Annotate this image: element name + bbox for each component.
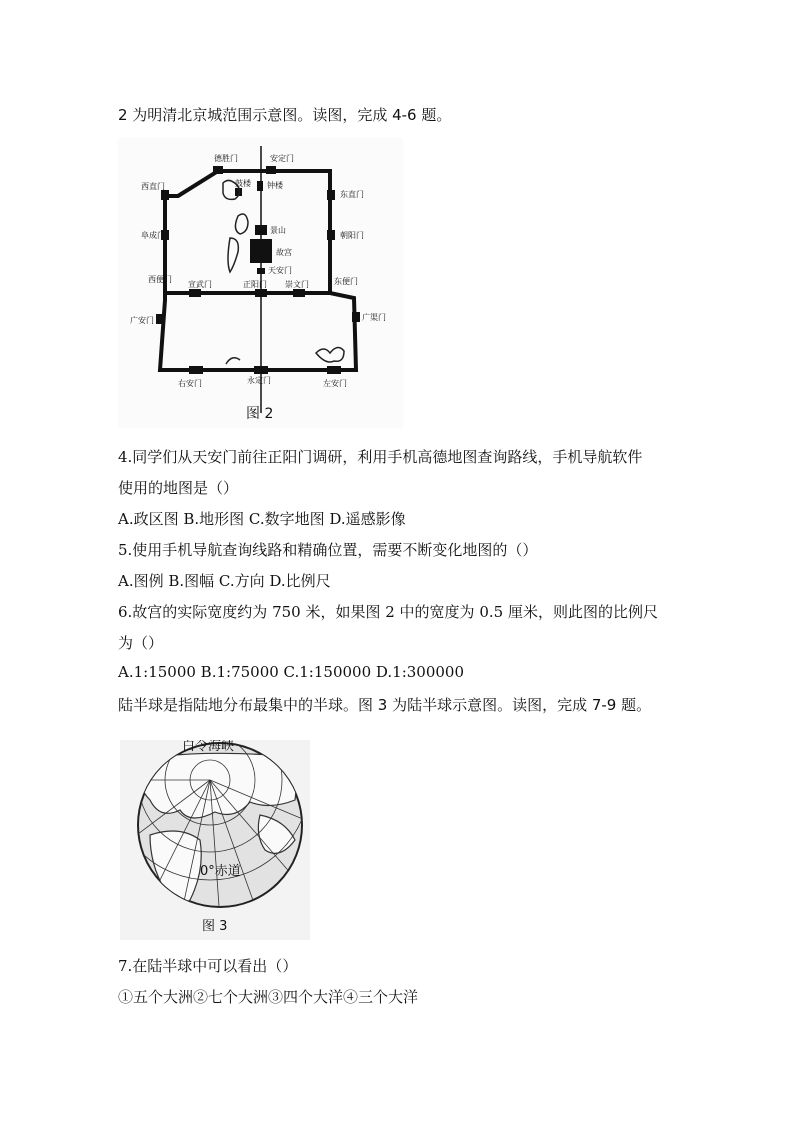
label-fuchengmen: 阜成门 <box>141 231 165 240</box>
intro-text-1: 2 为明清北京城范围示意图。读图，完成 4-6 题。 <box>118 106 452 124</box>
label-gulou: 鼓楼 <box>235 179 251 188</box>
label-zuoanmen: 左安门 <box>323 379 347 388</box>
outer-city-wall <box>160 293 356 370</box>
inner-city-wall <box>165 171 330 293</box>
label-dongbianmen: 东便门 <box>334 277 358 286</box>
q5-stem: 5.使用手机导航查询线路和精确位置，需要不断变化地图的（） <box>118 541 538 559</box>
label-dongzhimen: 东直门 <box>340 190 364 199</box>
beijing-city-map <box>118 138 403 428</box>
intro-text-2: 陆半球是指陆地分布最集中的半球。图 3 为陆半球示意图。读图，完成 7-9 题。 <box>118 696 652 714</box>
globe-top-label: 白令海峡 <box>182 740 235 754</box>
map-figure <box>118 138 403 428</box>
q7-options: ①五个大洲②七个大洲③四个大洋④三个大洋 <box>118 988 419 1006</box>
globe-svg <box>120 740 310 940</box>
q7-stem: 7.在陆半球中可以看出（） <box>118 957 298 975</box>
label-chaoyangmen: 朝阳门 <box>340 231 364 240</box>
q4-stem-line2: 使用的地图是（） <box>118 479 239 497</box>
globe-caption: 图 3 <box>202 919 228 934</box>
label-zhonglou: 钟楼 <box>267 181 283 190</box>
label-chongwenmen: 崇文门 <box>285 280 309 289</box>
q5-options: A.图例 B.图幅 C.方向 D.比例尺 <box>118 572 331 590</box>
q4-options: A.政区图 B.地形图 C.数字地图 D.遥感影像 <box>118 510 406 528</box>
q4-stem-line1: 4.同学们从天安门前往正阳门调研，利用手机高德地图查询路线，手机导航软件 <box>118 448 643 466</box>
globe-equator-label: 0°赤道 <box>200 864 241 879</box>
q6-stem-line2: 为（） <box>118 634 164 652</box>
label-xizhimen: 西直门 <box>141 182 165 191</box>
q6-stem-line1: 6.故宫的实际宽度约为 750 米，如果图 2 中的宽度为 0.5 厘米，则此图的比例尺 <box>118 603 658 621</box>
land-hemisphere-figure <box>120 740 310 940</box>
label-xuanwumen: 宣武门 <box>188 280 212 289</box>
label-gugong: 故宫 <box>276 248 292 257</box>
label-guangqumen: 广渠门 <box>362 313 386 322</box>
label-deshengmen: 德胜门 <box>214 154 238 163</box>
q6-options: A.1:15000 B.1:75000 C.1:150000 D.1:300000 <box>118 663 465 681</box>
label-jingshan: 景山 <box>270 226 286 235</box>
label-youanmen: 右安门 <box>178 379 202 388</box>
label-xibianmen: 西便门 <box>148 275 172 284</box>
label-zhengyangmen: 正阳门 <box>243 280 267 289</box>
label-yongdingmen: 永定门 <box>247 376 271 385</box>
label-andingmen: 安定门 <box>270 154 294 163</box>
label-tiananmen: 天安门 <box>268 266 292 275</box>
label-guanganmen: 广安门 <box>130 316 154 325</box>
map-caption: 图 2 <box>246 406 274 422</box>
